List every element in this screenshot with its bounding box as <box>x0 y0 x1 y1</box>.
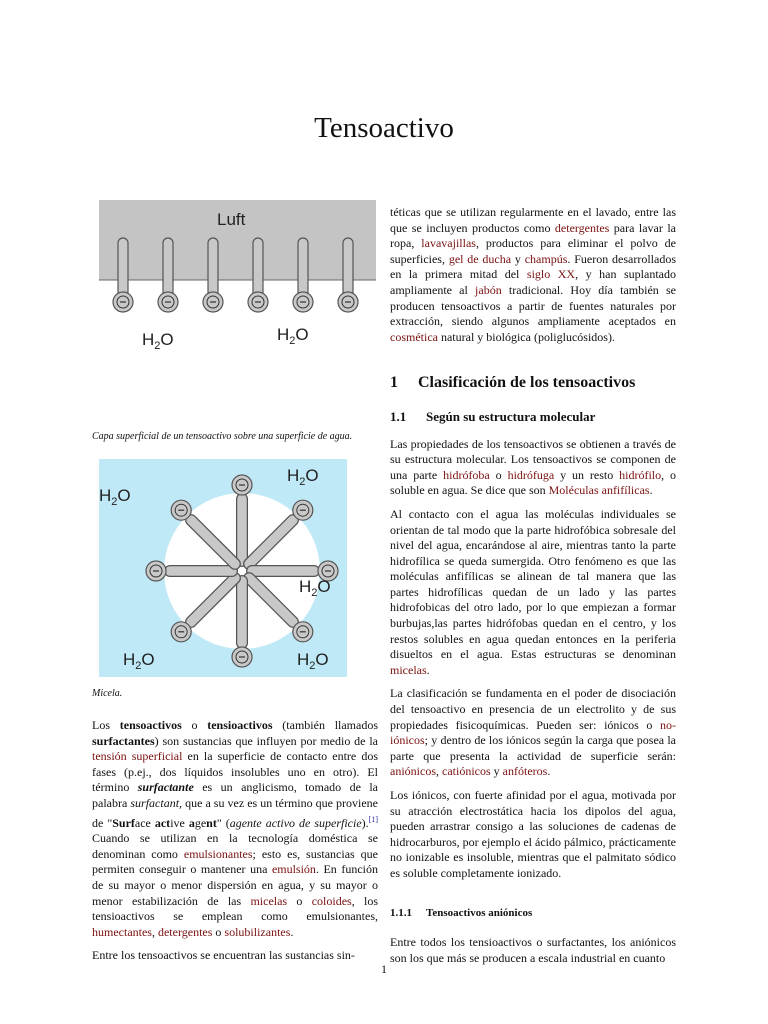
text-run: , <box>151 924 158 939</box>
micelle-figure <box>99 459 385 677</box>
wiki-link[interactable]: hidrófuga <box>507 467 555 482</box>
wiki-link[interactable]: champús <box>524 251 568 266</box>
text-run: , productos para eliminar el polvo de superficies, <box>390 236 677 266</box>
text-run: ). <box>361 815 369 830</box>
water-label: $H_2O$ <box>299 577 331 599</box>
text-run: tensioactivos <box>207 718 273 732</box>
text-run: y un resto <box>554 467 620 482</box>
wiki-link[interactable]: emulsionantes <box>183 846 253 861</box>
text-run: . En función de su mayor o menor dispersión en agua, y su mayor o menor estabilización de las <box>92 862 378 908</box>
classification-paragraph <box>390 686 676 780</box>
wiki-link[interactable]: hidrófoba <box>443 467 490 482</box>
wiki-link[interactable]: gel de ducha <box>448 251 512 266</box>
text-run: Entre todos los tensioactivos o surfactantes, los aniónicos son los que más se producen a escala industrial en cuanto <box>390 935 676 965</box>
text-run: . Fueron desarrollados en la primera mitad del <box>390 251 677 282</box>
text-run: o <box>212 924 225 939</box>
text-run: nt <box>206 815 217 830</box>
water-label: $H_2O$ <box>287 466 319 488</box>
wiki-link[interactable]: coloides <box>311 893 352 908</box>
text-run: , y han suplantado ampliamente al <box>390 267 676 297</box>
text-run: y <box>490 764 503 779</box>
wiki-link[interactable]: detergentes <box>554 220 610 235</box>
text-run: La clasificación se fundamenta en el poder de disociación del tensoactivo en presencia de un electrolito y de sus propiedades fisicoquímicas. Pueden ser: iónicos o <box>390 686 676 732</box>
text-run: ive <box>170 815 189 830</box>
text-run: ) son sustancias que influyen por medio de la <box>154 733 378 748</box>
text-run: . <box>547 764 551 779</box>
intro-paragraph <box>92 718 378 940</box>
wiki-link[interactable]: solubilizantes <box>224 924 291 939</box>
text-run: o <box>287 893 312 908</box>
ionic-paragraph <box>390 788 676 882</box>
text-run: surfactantes <box>92 733 155 748</box>
text-run: ace <box>134 815 155 830</box>
text-run: tradicional. Hoy día también se producen tensoactivos a partir de fuentes naturales por extracción, siendo algunos ampliamente aceptados en <box>390 282 676 329</box>
water-label: $H_2O$ <box>123 650 155 672</box>
text-run: y <box>511 251 525 266</box>
text-run: surfactante <box>137 780 194 795</box>
text-run: . <box>426 662 430 677</box>
text-run: , o soluble en agua. Se dice que son <box>390 467 677 498</box>
text-run: Al contacto con el agua las moléculas individuales se orientan de tal modo que la parte hidrofóbica sobresale del nivel del agua, encarándose al aire, mientras tanto la parte hidrofílica se queda sumergida. Otro fenómeno es que las moléculas anfifílicas se alinean de tal manera que las partes hidrofílicas quedan de un lado y las partes hidrofobicas del otro lado, por lo que empiezan a formar burbujas,las partes hidrófobas quedan en el centro, y los restos solubles en agua quedan entonces en la periferia disueltos en el agua. Estas estructuras se denominan <box>390 506 676 662</box>
text-run: a <box>188 815 195 830</box>
text-run: o <box>181 718 208 732</box>
wiki-link[interactable]: anfóteros <box>502 764 548 779</box>
water-label: $H_2O$ <box>297 650 329 672</box>
text-run: . <box>290 924 294 939</box>
wiki-link[interactable]: micelas <box>250 893 288 908</box>
text-run: , los tensioactivos se emplean como emulsionantes, <box>92 893 378 924</box>
air-label: Luft <box>217 210 246 229</box>
text-run: en la superficie de contacto entre dos fases (p.ej., dos líquidos insolubles uno en otro). El término <box>92 749 378 795</box>
water-region <box>99 280 376 350</box>
wiki-link[interactable]: no-iónicos <box>390 717 676 748</box>
text-run: natural y biológica (poliglucósidos). <box>437 329 615 344</box>
figure1-caption: Capa superficial de un tensoactivo sobre una superficie de agua. <box>92 431 353 442</box>
text-run: ; y dentro de los iónicos según la carga que posea la parte que presenta la actividad de superficie serán: <box>390 733 676 763</box>
right-column <box>390 205 676 974</box>
wiki-link[interactable]: hidrófilo <box>619 467 662 482</box>
text-run: ge <box>194 815 207 830</box>
wiki-link[interactable]: micelas <box>390 662 427 677</box>
text-run: , <box>436 764 442 779</box>
text-run: téticas que se utilizan regularmente en el lavado, entre las que se incluyen productos como <box>390 205 676 235</box>
wiki-link[interactable]: humectantes <box>92 924 152 939</box>
wiki-link[interactable]: tensión superficial <box>92 749 183 764</box>
wiki-link[interactable]: siglo XX <box>526 267 576 282</box>
continuation-paragraph <box>390 205 676 345</box>
page-number: 1 <box>381 962 387 976</box>
text-run: . <box>649 483 653 498</box>
wiki-link[interactable]: jabón <box>475 282 502 297</box>
wiki-link[interactable]: aniónicos <box>390 764 436 779</box>
svg-text:H2O: $H_2O$ <box>277 325 309 347</box>
wiki-link[interactable]: detergentes <box>157 924 213 939</box>
text-run: Las propiedades de los tensoactivos se obtienen a través de su estructura molecular. Los tensoactivos se componen de una parte <box>390 436 676 482</box>
wiki-link[interactable]: lavavajillas <box>421 236 476 251</box>
text-run: (también llamados <box>272 718 379 732</box>
text-run: Los iónicos, con fuerte afinidad por el agua, motivada por su atracción electrostática hacia los dipolos del agua, pueden arrastrar consigo a las soluciones de cadenas de hidrocarburos, por ejemplo el ácido pálmico, prácticamente no ionizable es insoluble, mientras que el palmitato sódico es soluble completamente ionizado. <box>390 788 676 880</box>
text-run: agente activo de superficie <box>229 815 362 830</box>
text-run: Entre los tensoactivos se encuentran las sustancias sin- <box>92 948 355 963</box>
text-run: Cuando se utilizan en la tecnología doméstica se denominan como <box>92 831 378 861</box>
text-run: tensoactivos <box>119 718 182 732</box>
text-run: ; esto es, sustancias que permiten conseguir o mantener una <box>92 846 378 877</box>
page-title: Tensoactivo <box>314 112 454 144</box>
svg-text:H2O: $H_2O$ <box>142 330 174 350</box>
wiki-link[interactable]: cosmética <box>390 329 438 344</box>
wiki-link[interactable]: catiónicos <box>442 764 491 779</box>
subsection-heading-1-1: 1.1 Según su estructura molecular <box>390 408 596 424</box>
text-run: para lavar la ropa, <box>390 220 676 251</box>
text-run: Los <box>92 718 120 732</box>
wiki-link[interactable]: emulsión <box>271 862 316 877</box>
text-run: es un anglicismo, tomado de la palabra <box>92 780 379 810</box>
subsubsection-heading: 1.1.1 Tensoactivos aniónicos <box>390 906 533 919</box>
text-run: o <box>489 467 508 482</box>
contact-paragraph <box>390 507 676 679</box>
wiki-link[interactable]: Moléculas anfifílicas <box>548 483 650 498</box>
left-column <box>92 200 378 972</box>
citation-link[interactable]: [1] <box>368 814 378 824</box>
text-run: que a su vez es un término que proviene de " <box>92 795 379 830</box>
figure2-caption: Micela. <box>92 688 123 699</box>
text-run: " ( <box>216 815 230 830</box>
text-run: surfactant, <box>130 795 183 810</box>
text-run: Surf <box>112 815 135 830</box>
text-run: act <box>154 815 171 830</box>
water-label: $H_2O$ <box>99 486 131 508</box>
surface-layer-figure <box>99 200 385 350</box>
section-heading-1: 1 Clasificación de los tensoactivos <box>390 374 636 392</box>
structure-paragraph <box>390 437 676 499</box>
